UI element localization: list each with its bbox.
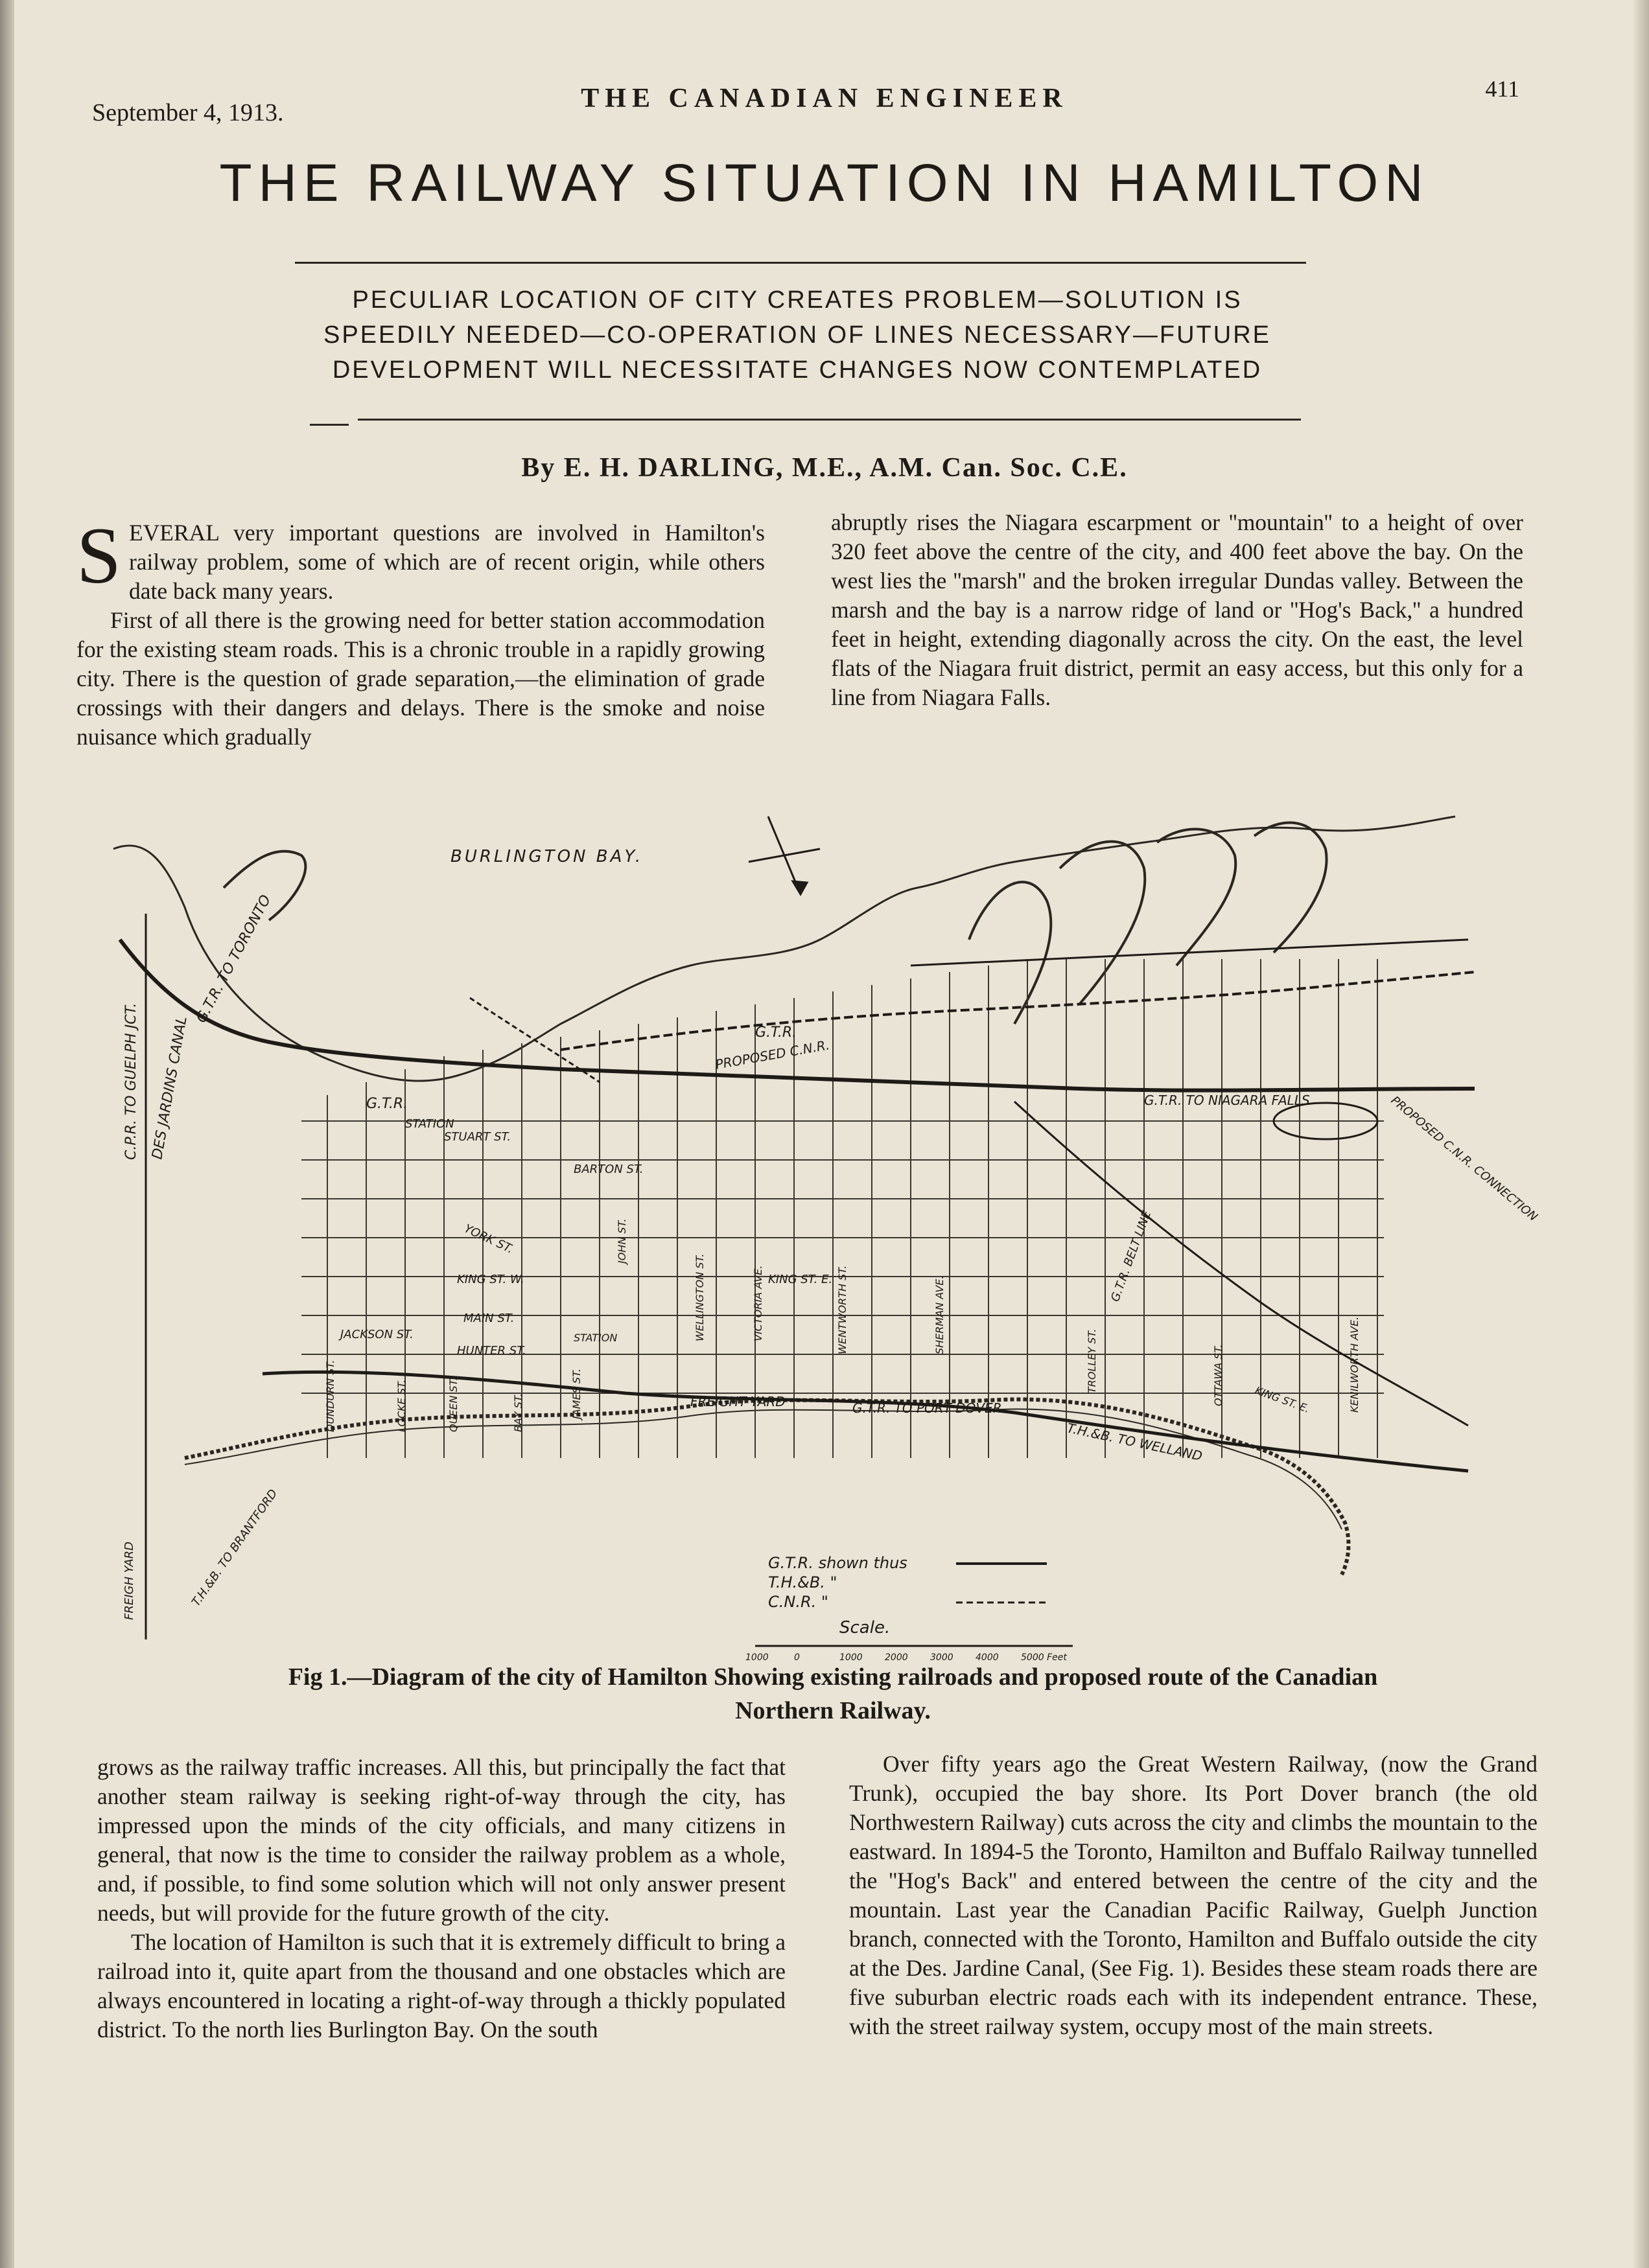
map-line-label: PROPOSED C.N.R. xyxy=(714,1037,831,1072)
caption-line: Northern Railway. xyxy=(735,1697,931,1724)
figure-caption xyxy=(97,1660,1569,1728)
street-label: TROLLEY ST. xyxy=(1086,1328,1098,1393)
scale-label: Scale. xyxy=(839,1618,891,1637)
issue-date: September 4, 1913. xyxy=(92,99,284,126)
street-label: QUEEN ST. xyxy=(447,1377,460,1432)
niagara-escarpment xyxy=(185,1400,1348,1575)
subtitle-line: SPEEDILY NEEDED—CO-OPERATION OF LINES NECESSARY—FUTURE xyxy=(323,321,1271,349)
scan-page-edge-right xyxy=(1632,0,1649,2268)
map-line-label: C.P.R. TO GUELPH JCT. xyxy=(123,1002,139,1160)
column-1-top xyxy=(76,511,765,752)
street-label: OTTAWA ST. xyxy=(1212,1344,1224,1406)
map-line-label: FREIGHT YARD xyxy=(690,1394,786,1409)
street-label: KING ST. E. xyxy=(1253,1383,1311,1415)
map-line-label: STATION xyxy=(574,1332,618,1344)
scale-tick: 4000 xyxy=(976,1652,999,1663)
map-line-label: G.T.R. xyxy=(755,1024,797,1041)
gtr-main-line xyxy=(120,940,1475,1091)
scale-tick: 2000 xyxy=(885,1652,908,1663)
street-label: SHERMAN AVE. xyxy=(933,1275,946,1354)
map-line-label: G.T.R. TO NIAGARA FALLS xyxy=(1144,1093,1310,1108)
paragraph-text: EVERAL very important questions are involved in Hamilton's railway problem, some of which are of recent origin, while others date back many years. xyxy=(128,520,765,604)
map-line-label: G.T.R. TO PORT DOVER xyxy=(852,1400,1002,1416)
street-label: WENTWORTH ST. xyxy=(836,1265,848,1354)
map-line-label: T.H.&B. TO BRANTFORD xyxy=(189,1487,281,1609)
column-2-bottom xyxy=(849,1750,1538,2041)
column-1-bottom xyxy=(97,1753,786,2044)
proposed-cnr-line xyxy=(561,972,1475,1050)
map-line-label: STATION xyxy=(405,1117,454,1131)
scale-tick: 1000 xyxy=(745,1652,769,1663)
drop-cap: S xyxy=(76,511,121,600)
street-label: WELLINGTON ST. xyxy=(694,1253,706,1341)
street-label: JOHN ST. xyxy=(616,1218,628,1264)
scale-tick: 0 xyxy=(794,1652,800,1663)
paragraph: abruptly rises the Niagara escarpment or ''mountain'' to a height of over 320 feet above the centre of the city, and 400 feet above the bay. On the west lies the ''marsh'' and the broken irregular Dundas valley. Between the marsh and the bay is a narrow ridge of land or ''Hog's Back,'' a hundred feet in height, extending diagonally across the city. On the east, the level flats of the Niagara fruit district, permit an easy access, but this only for a line from Niagara Falls. xyxy=(831,509,1523,710)
gtr-north-line xyxy=(911,940,1468,966)
map-line-label: G.T.R. BELT LINE xyxy=(1108,1209,1154,1304)
scan-page-edge-left xyxy=(0,0,14,2268)
article-title: THE RAILWAY SITUATION IN HAMILTON xyxy=(219,154,1430,213)
map-line-label: DES JARDINS CANAL xyxy=(149,1015,191,1161)
map-line-label: G.T.R. TO TORONTO xyxy=(193,892,275,1026)
street-label: KENILWORTH AVE. xyxy=(1348,1316,1361,1413)
map-line-label: T.H.&B. TO WELLAND xyxy=(1065,1420,1204,1464)
subtitle-rule-short xyxy=(310,424,349,426)
map-bay-label: BURLINGTON BAY. xyxy=(450,847,644,866)
map-line-label: G.T.R. xyxy=(366,1096,408,1112)
street-label: MAIN ST. xyxy=(463,1312,515,1325)
scale-tick: 3000 xyxy=(930,1652,953,1663)
street-label: BAY ST. xyxy=(512,1393,524,1432)
author-byline: By E. H. DARLING, M.E., A.M. Can. Soc. C.E. xyxy=(521,453,1128,483)
street-label: VICTORIA AVE. xyxy=(752,1265,764,1341)
subtitle-rule-bottom xyxy=(358,419,1301,421)
map-line-label: PROPOSED C.N.R. CONNECTION xyxy=(1388,1093,1540,1224)
legend-row: C.N.R. " xyxy=(768,1593,828,1611)
paragraph: grows as the railway traffic increases. All this, but principally the fact that another steam railway is seeking right-of-way through the city, has impressed upon the minds of the city officials, and many citizens in general, that now is the time to consider the railway problem as a whole, and, if possible, to find some solution which will not only answer present needs, but will provide for the future growth of the city. xyxy=(97,1754,786,1926)
paragraph xyxy=(76,511,765,606)
paragraph: Over fifty years ago the Great Western Railway, (now the Grand Trunk), occupied the bay shore. Its Port Dover branch (the old Northwestern Railway) cuts across the city and climbs the mountain to the eastward. In 1894-5 the Toronto, Hamilton and Buffalo Railway tunnelled the ''Hog's Back'' and entered between the centre of the city and the mountain. Last year the Canadian Pacific Railway, Guelph Junction branch, connected with the Toronto, Hamilton and Buffalo outside the city at the Des. Jardine Canal, (See Fig. 1). Besides these steam roads there are five suburban electric roads each with its independent entrance. These, with the street railway system, occupy most of the main streets. xyxy=(849,1751,1538,2039)
street-label: STUART ST. xyxy=(444,1130,511,1144)
title-rule-top xyxy=(295,262,1306,264)
paragraph: The location of Hamilton is such that it is extremely difficult to bring a railroad into it, quite apart from the thousand and one obstacles which are always encountered in locating a right-of-way through a thickly populated district. To the north lies Burlington Bay. On the south xyxy=(97,1929,786,2042)
street-label: JAMES ST. xyxy=(570,1369,583,1419)
subtitle-line: DEVELOPMENT WILL NECESSITATE CHANGES NOW CONTEMPLATED xyxy=(332,356,1263,384)
street-label: YORK ST. xyxy=(462,1221,516,1256)
caption-line: Fig 1.—Diagram of the city of Hamilton Showing existing railroads and proposed route of the Canadian xyxy=(288,1663,1378,1691)
street-label: KING ST. W. xyxy=(457,1273,525,1286)
street-label: KING ST. E. xyxy=(768,1273,833,1286)
column-2-top xyxy=(831,508,1523,712)
scale-tick: 5000 Feet xyxy=(1021,1652,1067,1663)
street-label: BARTON ST. xyxy=(574,1163,644,1176)
compass-rose-icon xyxy=(749,816,820,894)
street-label: HUNTER ST. xyxy=(457,1344,526,1358)
street-label: JACKSON ST. xyxy=(340,1328,414,1341)
subtitle-line: PECULIAR LOCATION OF CITY CREATES PROBLEM—SOLUTION IS xyxy=(352,286,1243,314)
map-line-label: FREIGH YARD xyxy=(123,1541,136,1620)
paragraph: First of all there is the growing need for better station accommodation for the existing steam roads. This is a chronic trouble in a rapidly growing city. There is the question of grade separation,—the elimination of grade crossings with their dangers and delays. There is the smoke and noise nuisance which gradually xyxy=(76,607,765,750)
gtr-port-dover-branch xyxy=(1014,1102,1468,1426)
legend-heading: G.T.R. shown thus xyxy=(768,1554,907,1572)
street-label: DUNDURN ST. xyxy=(324,1360,336,1432)
scale-tick: 1000 xyxy=(839,1652,863,1663)
escarpment-edge xyxy=(185,1409,1342,1529)
bay-inlets xyxy=(969,823,1327,1024)
page-number: 411 xyxy=(1485,76,1519,102)
street-label: LOCKE ST. xyxy=(395,1380,408,1432)
legend-row: T.H.&B. " xyxy=(768,1573,837,1591)
article-subtitle xyxy=(285,283,1309,388)
journal-name: THE CANADIAN ENGINEER xyxy=(581,84,1068,113)
hamilton-railway-map xyxy=(107,810,1540,1665)
